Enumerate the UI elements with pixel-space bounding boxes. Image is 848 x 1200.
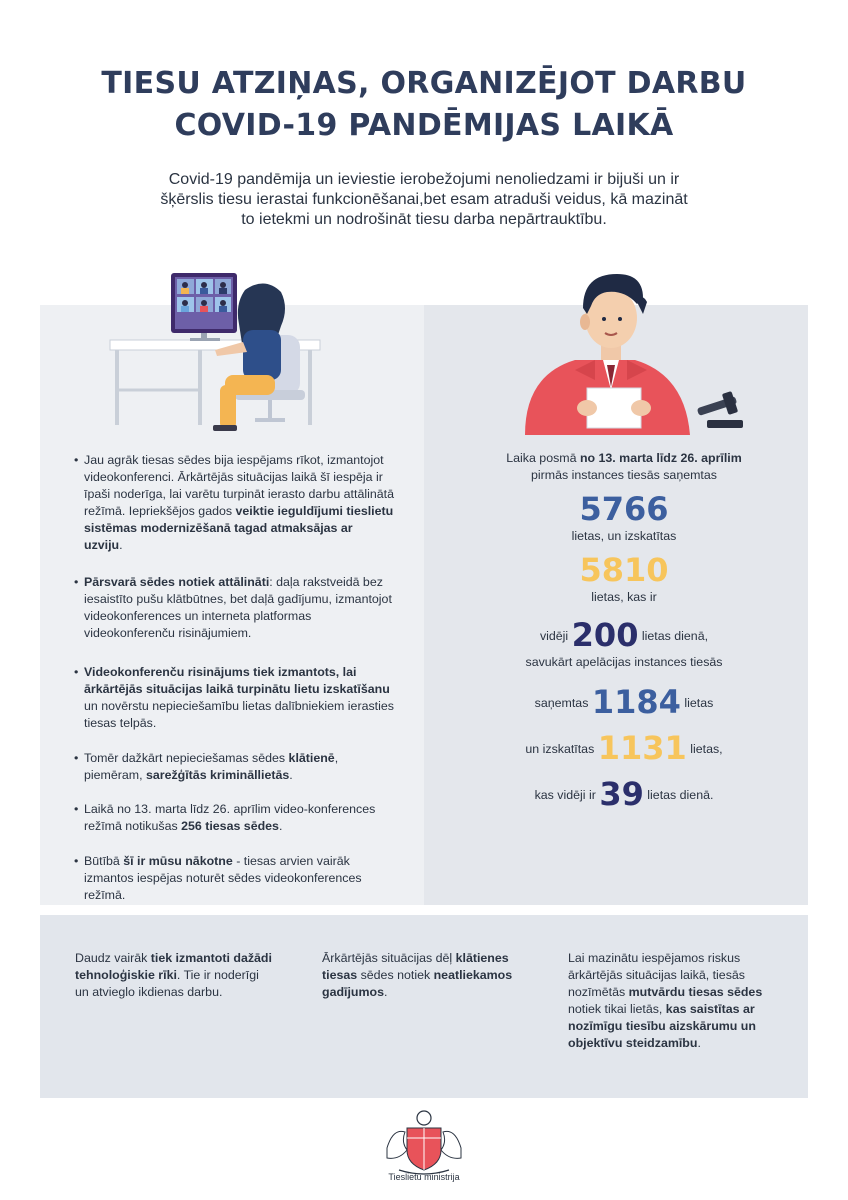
intro-line-3: to ietekmi un nodrošināt tiesu darba nepārtrauktību.	[241, 211, 607, 228]
bottom-column-3: Lai mazinātu iespējamos riskus ārkārtējās situācijas laikā, tiesās nozīmētās mutvārdu tiesas sēdes notiek tikai lietās, kas saistītas ar nozīmīgu tiesību aizskārumu un objektīvu steidzamību.	[568, 951, 763, 1050]
page-title	[0, 63, 848, 147]
title-line-1: TIESU ATZIŅAS, ORGANIZĒJOT DARBU	[101, 66, 747, 101]
title-line-2: COVID-19 PANDĒMIJAS LAIKĀ	[174, 108, 674, 143]
intro-line-1: Covid-19 pandēmija un ieviestie ierobežojumi nenoliedzami ir bijuši un ir	[168, 171, 680, 188]
intro-line-2: šķērslis tiesu ierastai funkcionēšanai,bet esam atraduši veidus, kā mazināt	[160, 191, 688, 208]
statistics-column	[464, 450, 784, 813]
bottom-column-1: Daudz vairāk tiek izmantoti dažādi tehnoloģiskie rīki. Tie ir noderīgi un atvieglo ikdienas darbu.	[75, 951, 272, 999]
reviewed-cases-label: lietas, kas ir	[591, 590, 657, 604]
bullet-item: • Jau agrāk tiesas sēdes bija iespējams rīkot, izmantojot videokonferenci. Ārkārtējās situācijas laikā šī iespēja ir īpaši noderīga, lai varētu turpināt ierasto darbu attālinātā režīmā. Iepriekšējos gados veiktie ieguldījumi tieslietu sistēmas modernizēšanā tagad atmaksājas ar uzviju.	[74, 452, 394, 554]
received-cases-label: lietas, un izskatītas	[571, 529, 677, 543]
appeal-average-number: 39	[599, 775, 644, 813]
latvia-coat-of-arms-icon	[379, 1108, 469, 1178]
appeal-average-line: kas vidēji ir 39 lietas dienā.	[534, 775, 714, 813]
bullet-item: • Tomēr dažkārt nepieciešamas sēdes klātienē, piemēram, sarežģītās krimināllietās.	[74, 750, 394, 784]
average-per-day-line: vidēji 200 lietas dienā,	[539, 616, 709, 654]
appeal-text: savukārt apelācijas instances tiesās	[525, 655, 723, 669]
appeal-reviewed-number: 1131	[597, 729, 687, 767]
judge-with-gavel-icon	[515, 270, 745, 435]
appeal-reviewed-line: un izskatītas 1131 lietas,	[525, 729, 723, 767]
appeal-received-line: saņemtas 1184 lietas	[534, 683, 714, 721]
average-per-day-number: 200	[571, 616, 639, 654]
bullet-item: • Laikā no 13. marta līdz 26. aprīlim video-konferences režīmā notikušas 256 tiesas sēdes.	[74, 801, 394, 835]
woman-at-videoconference-icon	[105, 270, 335, 435]
intro-paragraph	[104, 170, 744, 230]
ministry-label: Tieslietu ministrija	[388, 1172, 460, 1182]
appeal-received-number: 1184	[591, 683, 681, 721]
bottom-column-2: Ārkārtējās situācijas dēļ klātienes tiesas sēdes notiek neatliekamos gadījumos.	[322, 951, 513, 999]
stats-intro: Laika posmā no 13. marta līdz 26. aprīlim pirmās instances tiesās saņemtas	[506, 451, 742, 482]
bullet-list	[74, 452, 394, 921]
bullet-item: • Būtībā šī ir mūsu nākotne - tiesas arvien vairāk izmantos iespējas noturēt sēdes videokonferences režīmā.	[74, 853, 394, 904]
received-cases-number: 5766	[579, 490, 669, 528]
bullet-item: • Pārsvarā sēdes notiek attālināti: daļa rakstveidā bez iesaistīto pušu klātbūtnes, bet daļā gadījumu, izmantojot videokonferences un interneta platformas videokonferenču risinājumiem.	[74, 574, 394, 642]
bullet-item: • Videokonferenču risinājums tiek izmantots, lai ārkārtējās situācijas laikā turpinātu lietu izskatīšanu un novērstu nepieciešamību lietas dalībniekiem ierasties tiesas telpās.	[74, 664, 394, 732]
reviewed-cases-number: 5810	[579, 551, 669, 589]
